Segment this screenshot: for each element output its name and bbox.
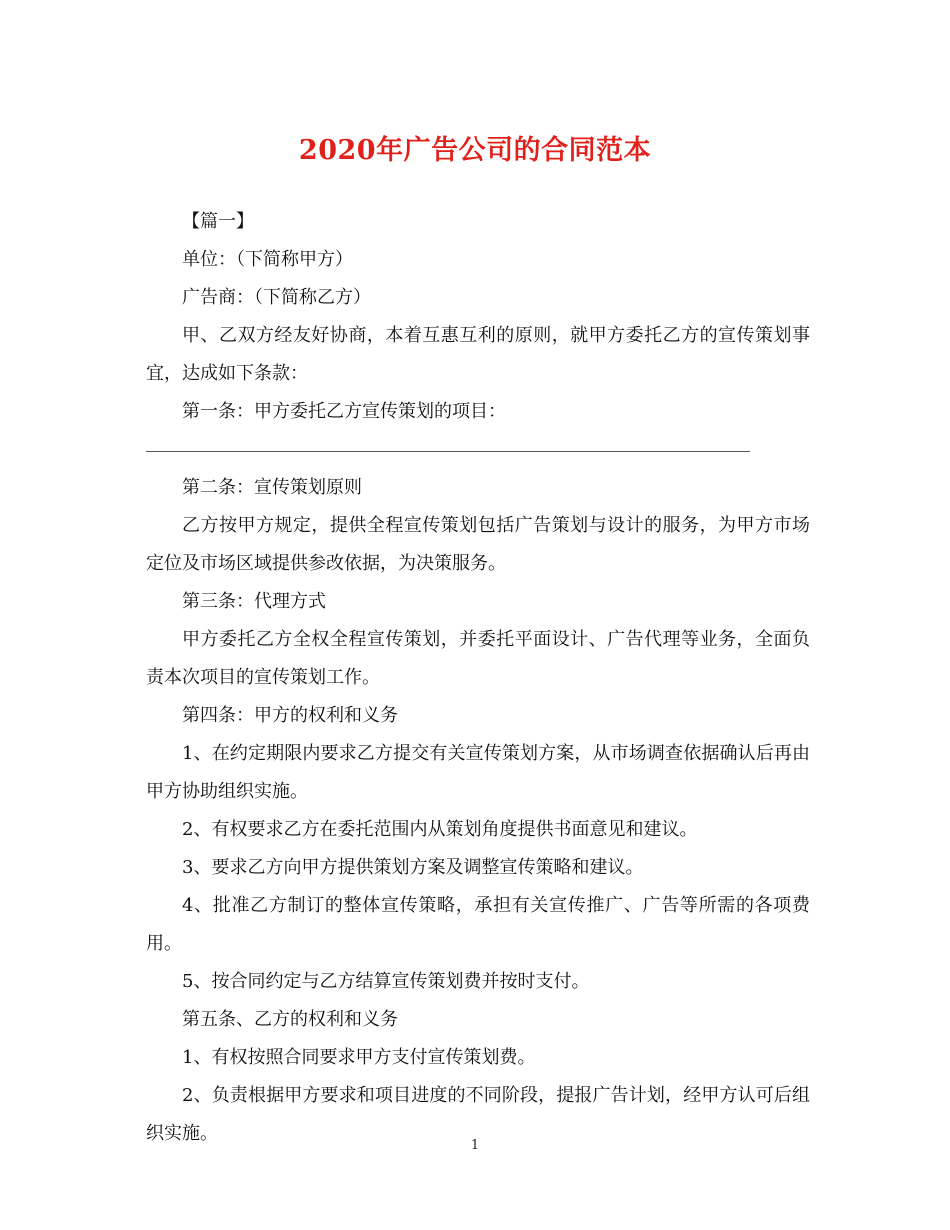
article-2-heading: 第二条：宣传策划原则: [182, 477, 362, 498]
article-4-item-2: 2、有权要求乙方在委托范围内从策划角度提供书面意见和建议。: [182, 819, 698, 840]
article-5-item-2: 2、负责根据甲方要求和项目进度的不同阶段，提报广告计划，经甲方认可后组织实施。: [146, 1085, 810, 1144]
document-title: 2020年广告公司的合同范本: [298, 135, 652, 166]
article-5-item-1: 1、有权按照合同要求甲方支付宣传策划费。: [182, 1047, 536, 1068]
article-5-heading: 第五条、乙方的权利和义务: [182, 1009, 398, 1030]
article-3-paragraph: 甲方委托乙方全权全程宣传策划，并委托平面设计、广告代理等业务，全面负责本次项目的宣传策划工作。: [146, 629, 810, 688]
article-4-item-1: 1、在约定期限内要求乙方提交有关宣传策划方案，从市场调查依据确认后再由甲方协助组织实施。: [146, 743, 810, 802]
article-2-paragraph: 乙方按甲方规定，提供全程宣传策划包括广告策划与设计的服务，为甲方市场定位及市场区域提供参改依据，为决策服务。: [146, 515, 810, 574]
article-3-heading: 第三条：代理方式: [182, 591, 326, 612]
article-4-item-3: 3、要求乙方向甲方提供策划方案及调整宣传策略和建议。: [182, 857, 644, 878]
article-4-item-5: 5、按合同约定与乙方结算宣传策划费并按时支付。: [182, 971, 590, 992]
party-a-line: 单位：（下简称甲方）: [182, 249, 353, 270]
preamble-paragraph: 甲、乙双方经友好协商，本着互惠互利的原则，就甲方委托乙方的宣传策划事宜，达成如下条款：: [146, 325, 810, 384]
article-1-heading: 第一条：甲方委托乙方宣传策划的项目：: [182, 401, 506, 422]
article-4-item-4: 4、批准乙方制订的整体宣传策略，承担有关宣传推广、广告等所需的各项费用。: [146, 895, 810, 954]
article-4-heading: 第四条：甲方的权利和义务: [182, 705, 398, 726]
fill-in-blank-line: [146, 451, 750, 452]
document-body: [146, 203, 810, 1153]
section-heading: 【篇一】: [182, 211, 254, 232]
page-number: 1: [470, 1138, 480, 1153]
party-b-line: 广告商：（下简称乙方）: [182, 287, 371, 308]
